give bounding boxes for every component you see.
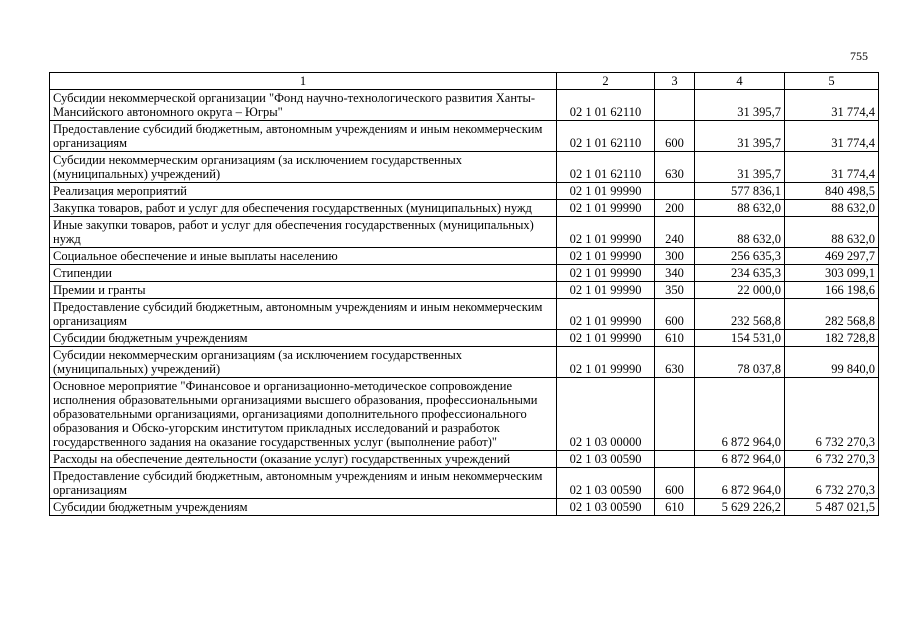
row-name: Стипендии — [50, 265, 557, 282]
row-value-year-1: 6 872 964,0 — [695, 451, 785, 468]
row-value-year-1: 31 395,7 — [695, 121, 785, 152]
row-value-year-2: 6 732 270,3 — [785, 378, 879, 451]
table-row — [50, 299, 879, 330]
row-value-year-2: 469 297,7 — [785, 248, 879, 265]
table-row — [50, 378, 879, 451]
table-row — [50, 200, 879, 217]
table-row — [50, 152, 879, 183]
row-name: Субсидии некоммерческой организации "Фонд научно-технологического развития Ханты-Мансийского автономного округа – Югры" — [50, 90, 557, 121]
row-value-year-1: 31 395,7 — [695, 152, 785, 183]
row-expense-type: 610 — [655, 330, 695, 347]
row-value-year-2: 282 568,8 — [785, 299, 879, 330]
row-code: 02 1 01 99990 — [557, 217, 655, 248]
row-value-year-2: 31 774,4 — [785, 121, 879, 152]
row-name: Социальное обеспечение и иные выплаты населению — [50, 248, 557, 265]
row-code: 02 1 01 99990 — [557, 183, 655, 200]
row-value-year-2: 166 198,6 — [785, 282, 879, 299]
row-name: Иные закупки товаров, работ и услуг для обеспечения государственных (муниципальных) нужд — [50, 217, 557, 248]
row-value-year-1: 256 635,3 — [695, 248, 785, 265]
table-row — [50, 330, 879, 347]
row-expense-type: 240 — [655, 217, 695, 248]
row-expense-type: 200 — [655, 200, 695, 217]
row-value-year-1: 154 531,0 — [695, 330, 785, 347]
row-expense-type: 340 — [655, 265, 695, 282]
row-code: 02 1 01 99990 — [557, 282, 655, 299]
row-code: 02 1 03 00000 — [557, 378, 655, 451]
header-col-2: 2 — [557, 73, 655, 90]
row-value-year-2: 31 774,4 — [785, 152, 879, 183]
table-row — [50, 217, 879, 248]
row-name: Предоставление субсидий бюджетным, автономным учреждениям и иным некоммерческим организациям — [50, 468, 557, 499]
table-header-row — [50, 73, 879, 90]
row-code: 02 1 01 99990 — [557, 248, 655, 265]
header-col-4: 4 — [695, 73, 785, 90]
page-number: 755 — [850, 49, 868, 63]
row-code: 02 1 01 99990 — [557, 265, 655, 282]
row-value-year-1: 88 632,0 — [695, 200, 785, 217]
table-row — [50, 248, 879, 265]
row-value-year-1: 232 568,8 — [695, 299, 785, 330]
row-code: 02 1 01 99990 — [557, 200, 655, 217]
row-code: 02 1 03 00590 — [557, 499, 655, 516]
row-value-year-1: 31 395,7 — [695, 90, 785, 121]
row-name: Основное мероприятие "Финансовое и организационно-методическое сопровождение исполнения образовательными организациями высшего образования, профессиональными образовательными организациями, организациями дополнительного профессионального образования и Обско-угорским институтом прикладных исследований и разработок государственного задания на оказание государственных услуг (выполнение работ)" — [50, 378, 557, 451]
row-expense-type: 630 — [655, 152, 695, 183]
row-name: Предоставление субсидий бюджетным, автономным учреждениям и иным некоммерческим организациям — [50, 299, 557, 330]
row-value-year-2: 6 732 270,3 — [785, 451, 879, 468]
row-name: Субсидии бюджетным учреждениям — [50, 499, 557, 516]
row-value-year-1: 6 872 964,0 — [695, 468, 785, 499]
row-value-year-1: 5 629 226,2 — [695, 499, 785, 516]
row-expense-type: 600 — [655, 299, 695, 330]
row-value-year-2: 6 732 270,3 — [785, 468, 879, 499]
row-expense-type: 300 — [655, 248, 695, 265]
row-expense-type: 600 — [655, 468, 695, 499]
row-value-year-1: 78 037,8 — [695, 347, 785, 378]
row-code: 02 1 01 62110 — [557, 121, 655, 152]
row-value-year-2: 182 728,8 — [785, 330, 879, 347]
row-name: Расходы на обеспечение деятельности (оказание услуг) государственных учреждений — [50, 451, 557, 468]
table-row — [50, 499, 879, 516]
row-name: Субсидии некоммерческим организациям (за исключением государственных (муниципальных) учреждений) — [50, 152, 557, 183]
row-value-year-1: 22 000,0 — [695, 282, 785, 299]
table-row — [50, 282, 879, 299]
row-value-year-2: 840 498,5 — [785, 183, 879, 200]
table-row — [50, 347, 879, 378]
row-value-year-2: 5 487 021,5 — [785, 499, 879, 516]
table-body — [50, 90, 879, 516]
row-name: Субсидии бюджетным учреждениям — [50, 330, 557, 347]
row-expense-type: 350 — [655, 282, 695, 299]
row-value-year-2: 88 632,0 — [785, 200, 879, 217]
table-row — [50, 468, 879, 499]
table-row — [50, 265, 879, 282]
row-expense-type — [655, 183, 695, 200]
row-name: Премии и гранты — [50, 282, 557, 299]
header-col-1: 1 — [50, 73, 557, 90]
table-row — [50, 90, 879, 121]
row-value-year-1: 88 632,0 — [695, 217, 785, 248]
row-code: 02 1 01 99990 — [557, 347, 655, 378]
row-value-year-2: 303 099,1 — [785, 265, 879, 282]
row-code: 02 1 03 00590 — [557, 468, 655, 499]
row-value-year-2: 99 840,0 — [785, 347, 879, 378]
header-col-3: 3 — [655, 73, 695, 90]
table-row — [50, 183, 879, 200]
row-name: Субсидии некоммерческим организациям (за исключением государственных (муниципальных) учреждений) — [50, 347, 557, 378]
row-code: 02 1 03 00590 — [557, 451, 655, 468]
row-expense-type: 630 — [655, 347, 695, 378]
row-expense-type — [655, 378, 695, 451]
row-code: 02 1 01 62110 — [557, 152, 655, 183]
budget-table — [49, 72, 879, 516]
row-code: 02 1 01 99990 — [557, 330, 655, 347]
row-value-year-2: 88 632,0 — [785, 217, 879, 248]
row-value-year-1: 577 836,1 — [695, 183, 785, 200]
row-value-year-1: 234 635,3 — [695, 265, 785, 282]
row-expense-type — [655, 90, 695, 121]
table-row — [50, 121, 879, 152]
row-name: Предоставление субсидий бюджетным, автономным учреждениям и иным некоммерческим организациям — [50, 121, 557, 152]
table-row — [50, 451, 879, 468]
row-name: Реализация мероприятий — [50, 183, 557, 200]
row-code: 02 1 01 99990 — [557, 299, 655, 330]
header-col-5: 5 — [785, 73, 879, 90]
row-expense-type: 610 — [655, 499, 695, 516]
row-value-year-1: 6 872 964,0 — [695, 378, 785, 451]
row-name: Закупка товаров, работ и услуг для обеспечения государственных (муниципальных) нужд — [50, 200, 557, 217]
row-value-year-2: 31 774,4 — [785, 90, 879, 121]
row-code: 02 1 01 62110 — [557, 90, 655, 121]
row-expense-type: 600 — [655, 121, 695, 152]
row-expense-type — [655, 451, 695, 468]
